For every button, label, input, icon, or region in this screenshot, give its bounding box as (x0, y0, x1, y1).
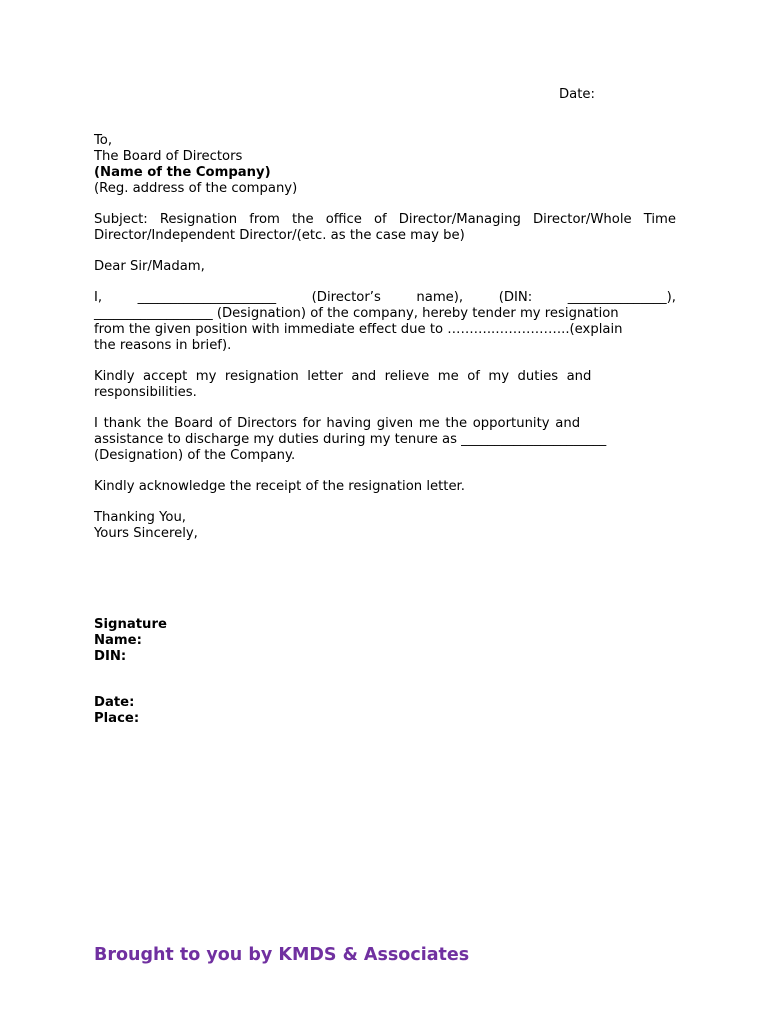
p1-word: name), (416, 290, 464, 305)
subject-block (94, 212, 676, 244)
salutation-text: Dear Sir/Madam, (94, 259, 205, 274)
subject-word: of (373, 212, 387, 227)
subject-word: Resignation (159, 212, 238, 227)
address-block (94, 133, 676, 197)
paragraph-2 (94, 369, 676, 401)
subject-word: Subject: (94, 212, 148, 227)
subject-word: the (291, 212, 314, 227)
address-to: To, (94, 133, 113, 148)
paragraph-1-line-1 (94, 290, 676, 306)
subject-line-2: Director/Independent Director/(etc. as the case may be) (94, 228, 465, 243)
header-date-label: Date: (559, 87, 595, 102)
paragraph-2-line-2: responsibilities. (94, 385, 197, 400)
paragraph-2-line-1: Kindly accept my resignation letter and relieve me of my duties and (94, 369, 592, 384)
paragraph-4 (94, 479, 676, 495)
paragraph-1-line-3: from the given position with immediate effect due to ………..……………..(explain (94, 322, 623, 337)
subject-word: Director/Whole (532, 212, 632, 227)
subject-word: office (325, 212, 362, 227)
paragraph-3-line-2: assistance to discharge my duties during my tenure as ______________________ (94, 432, 607, 447)
p1-word: (DIN: (498, 290, 533, 305)
date-place-block (94, 695, 139, 727)
paragraph-4-text: Kindly acknowledge the receipt of the resignation letter. (94, 479, 465, 494)
letter-body (94, 133, 676, 542)
signature-block (94, 617, 167, 665)
subject-word: from (249, 212, 280, 227)
paragraph-1 (94, 290, 676, 354)
p1-word: I, (94, 290, 103, 305)
salutation (94, 259, 676, 275)
p1-word: (Director’s (311, 290, 381, 305)
paragraph-3-line-3: (Designation) of the Company. (94, 448, 296, 463)
footer-branding: Brought to you by KMDS & Associates (94, 945, 470, 965)
subject-line-1 (94, 212, 676, 228)
subject-word: Director/Managing (398, 212, 521, 227)
name-label: Name: (94, 633, 142, 648)
closing-sincerely: Yours Sincerely, (94, 526, 198, 541)
address-reg-address: (Reg. address of the company) (94, 181, 298, 196)
p1-word: _____________________ (137, 290, 277, 305)
p1-word: _______________), (567, 290, 676, 305)
paragraph-1-line-2: __________________ (Designation) of the company, hereby tender my resignation (94, 306, 619, 321)
paragraph-3-line-1: I thank the Board of Directors for having given me the opportunity and (94, 416, 581, 431)
paragraph-3 (94, 416, 676, 464)
paragraph-1-line-4: the reasons in brief). (94, 338, 232, 353)
place-label: Place: (94, 711, 140, 726)
address-board: The Board of Directors (94, 149, 243, 164)
closing-block (94, 510, 676, 542)
closing-thanking: Thanking You, (94, 510, 186, 525)
subject-word: Time (643, 212, 676, 227)
address-company-name: (Name of the Company) (94, 165, 271, 180)
din-label: DIN: (94, 649, 127, 664)
date-label: Date: (94, 695, 135, 710)
signature-label: Signature (94, 617, 167, 632)
